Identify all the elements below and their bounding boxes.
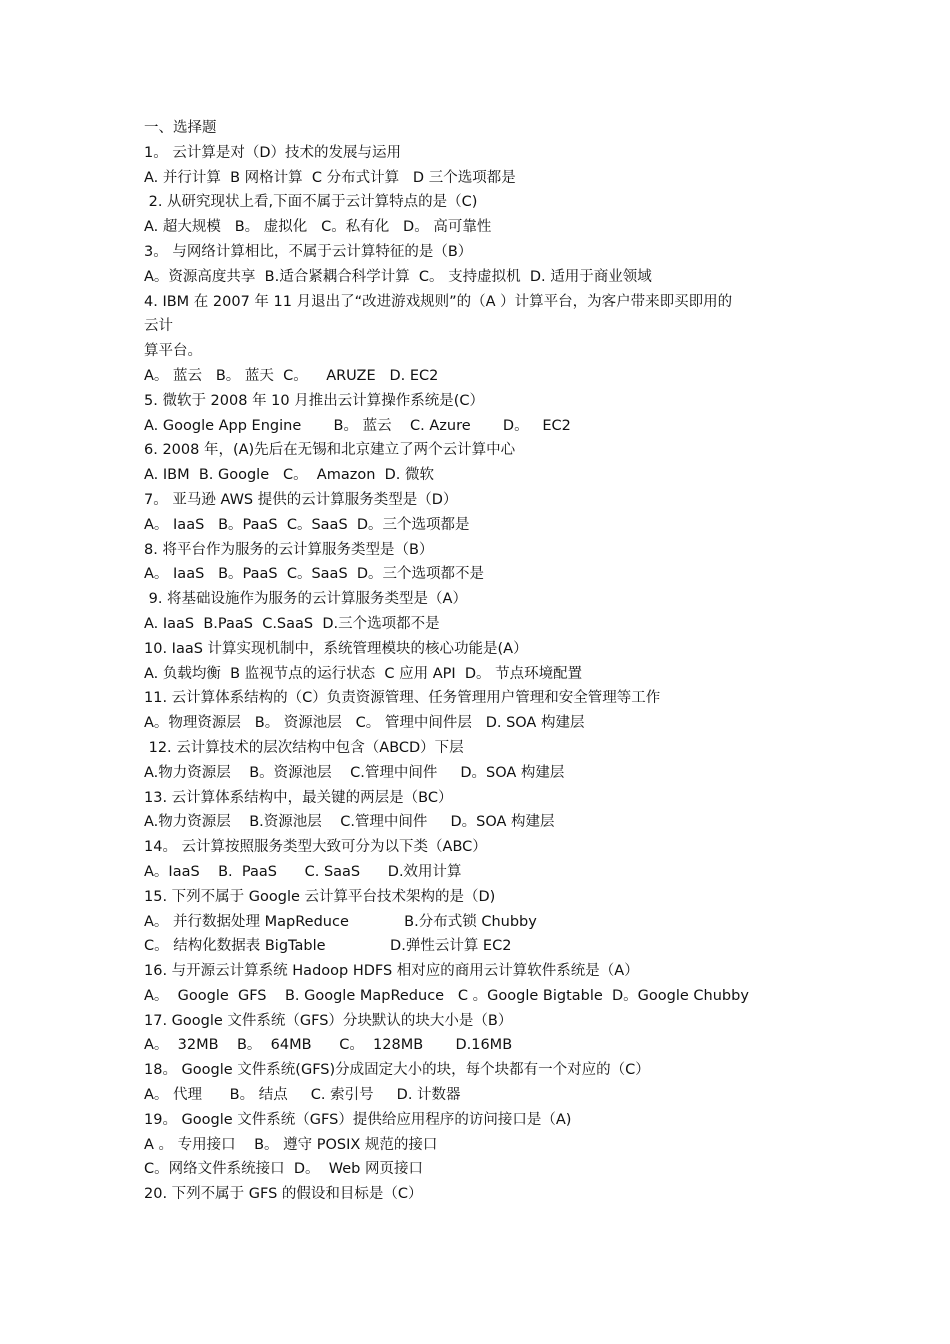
question-15: 15. 下列不属于 Google 云计算平台技术架构的是（D) (144, 888, 496, 905)
question-14: 14。 云计算按照服务类型大致可分为以下类（ABC） (144, 839, 487, 856)
question-2-options: A. 超大规模 B。 虚拟化 C。私有化 D。 高可靠性 (144, 219, 492, 236)
question-19: 19。 Google 文件系统（GFS）提供给应用程序的访问接口是（A) (144, 1111, 572, 1128)
question-3-options: A。资源高度共享 B.适合紧耦合科学计算 C。 支持虚拟机 D. 适用于商业领域 (144, 268, 652, 285)
question-list (144, 116, 824, 1207)
question-4-options: A。 蓝云 B。 蓝天 C。 ARUZE D. EC2 (144, 367, 439, 384)
question-11: 11. 云计算体系结构的（C）负责资源管理、任务管理用户管理和安全管理等工作 (144, 690, 661, 707)
question-5: 5. 微软于 2008 年 10 月推出云计算操作系统是(C） (144, 392, 485, 409)
question-9: 9. 将基础设施作为服务的云计算服务类型是（A） (144, 591, 467, 608)
question-19-options: C。网络文件系统接口 D。 Web 网页接口 (144, 1161, 423, 1178)
question-7-options: A。 IaaS B。PaaS C。SaaS D。三个选项都是 (144, 516, 470, 533)
question-1: 1。 云计算是对（D）技术的发展与运用 (144, 144, 401, 161)
question-15-options: A。 并行数据处理 MapReduce B.分布式锁 Chubby (144, 913, 537, 930)
question-3: 3。 与网络计算相比，不属于云计算特征的是（B） (144, 243, 473, 260)
question-4: 4. IBM 在 2007 年 11 月退出了“改进游戏规则”的（A ）计算平台，为客户带来即买即用的 (144, 293, 733, 310)
question-6-options: A. IBM B. Google C。 Amazon D. 微软 (144, 467, 435, 484)
question-14-options: A。IaaS B. PaaS C. SaaS D.效用计算 (144, 863, 462, 880)
question-12-options: A.物力资源层 B。资源池层 C.管理中间件 D。SOA 构建层 (144, 764, 565, 781)
question-7: 7。 亚马逊 AWS 提供的云计算服务类型是（D） (144, 491, 458, 508)
question-9-options: A. IaaS B.PaaS C.SaaS D.三个选项都不是 (144, 615, 440, 632)
question-6: 6. 2008 年，(A)先后在无锡和北京建立了两个云计算中心 (144, 442, 516, 459)
question-17: 17. Google 文件系统（GFS）分块默认的块大小是（B） (144, 1012, 513, 1029)
question-13-options: A.物力资源层 B.资源池层 C.管理中间件 D。SOA 构建层 (144, 814, 555, 831)
section-heading: 一、选择题 (144, 120, 217, 136)
question-13: 13. 云计算体系结构中，最关键的两层是（BC） (144, 789, 453, 806)
question-18-options: A。 代理 B。 结点 C. 索引号 D. 计数器 (144, 1087, 461, 1104)
question-15-options: C。 结构化数据表 BigTable D.弹性云计算 EC2 (144, 938, 512, 955)
question-17-options: A。 32MB B。 64MB C。 128MB D.16MB (144, 1037, 513, 1054)
question-20: 20. 下列不属于 GFS 的假设和目标是（C） (144, 1186, 423, 1203)
question-12: 12. 云计算技术的层次结构中包含（ABCD）下层 (144, 739, 464, 756)
question-8-options: A。 IaaS B。PaaS C。SaaS D。三个选项都不是 (144, 566, 485, 583)
question-10: 10. IaaS 计算实现机制中，系统管理模块的核心功能是(A） (144, 640, 528, 657)
question-5-options: A. Google App Engine B。 蓝云 C. Azure D。 EC2 (144, 417, 571, 434)
question-8: 8. 将平台作为服务的云计算服务类型是（B） (144, 541, 434, 558)
question-19-options: A 。 专用接口 B。 遵守 POSIX 规范的接口 (144, 1136, 438, 1153)
question-16: 16. 与开源云计算系统 Hadoop HDFS 相对应的商用云计算软件系统是（A） (144, 963, 639, 980)
question-18: 18。 Google 文件系统(GFS)分成固定大小的块，每个块都有一个对应的（C） (144, 1062, 650, 1079)
question-4-continued: 云计 (144, 318, 173, 335)
question-4-continued: 算平台。 (144, 343, 202, 360)
question-1-options: A. 并行计算 B 网格计算 C 分布式计算 D 三个选项都是 (144, 169, 516, 186)
question-10-options: A. 负载均衡 B 监视节点的运行状态 C 应用 API D。 节点环境配置 (144, 665, 583, 682)
question-16-options: A。 Google GFS B. Google MapReduce C 。Google Bigtable D。Google Chubby (144, 987, 749, 1004)
question-11-options: A。物理资源层 B。 资源池层 C。 管理中间件层 D. SOA 构建层 (144, 715, 585, 732)
question-2: 2. 从研究现状上看,下面不属于云计算特点的是（C) (144, 194, 478, 211)
